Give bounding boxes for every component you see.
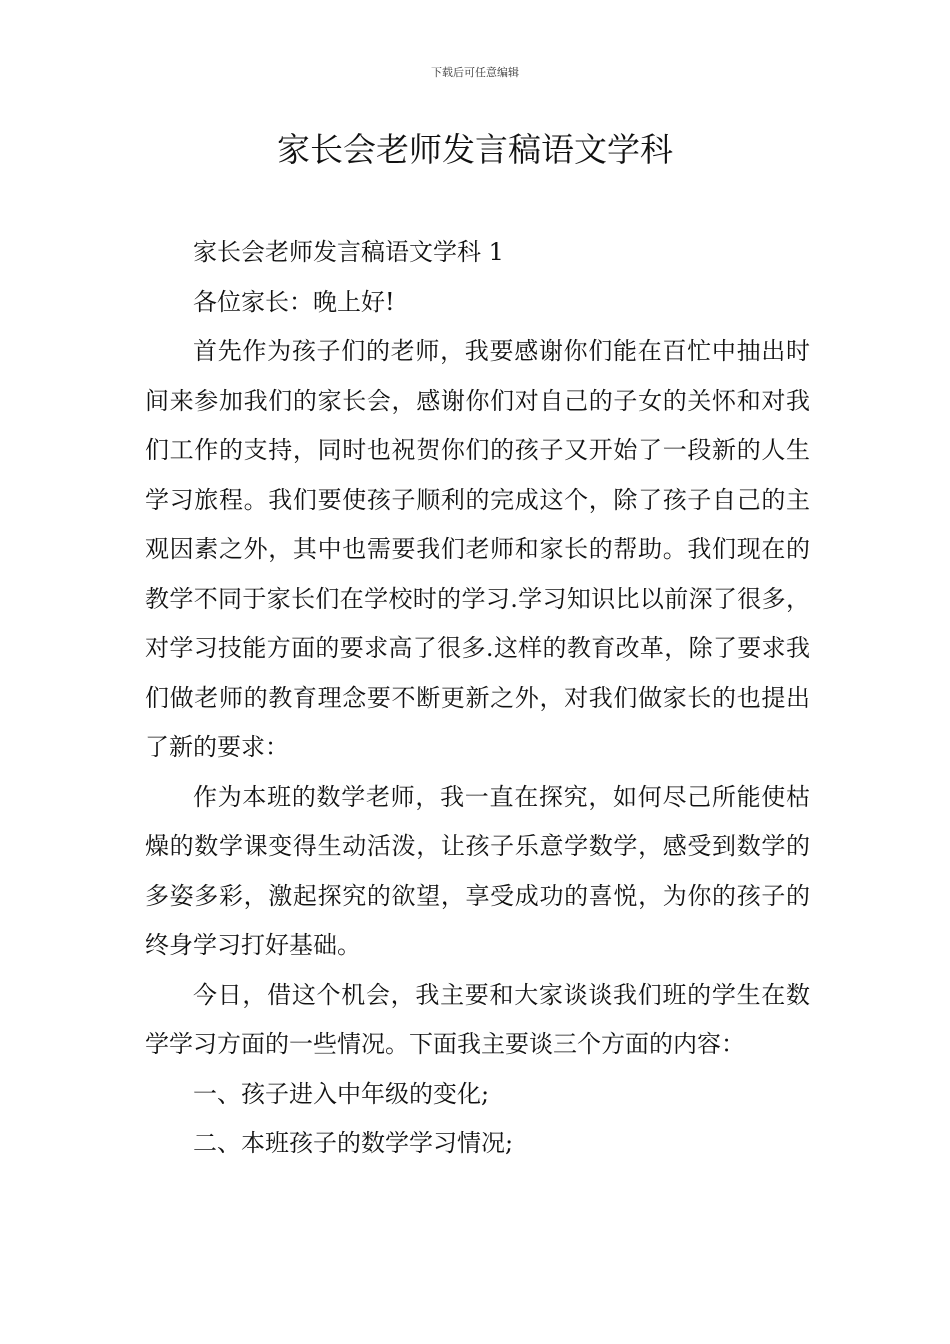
greeting-paragraph: 各位家长：晚上好! [193, 287, 395, 316]
list-item: 二、本班孩子的数学学习情况; [193, 1129, 514, 1157]
body-paragraph: 首先作为孩子们的老师，我要感谢你们能在百忙中抽出时间来参加我们的家长会，感谢你们对自己的子女的关怀和对我们工作的支持，同时也祝贺你们的孩子又开始了一段新的人生学习旅程。我们要使孩子顺利的完成这个，除了孩子自己的主观因素之外，其中也需要我们老师和家长的帮助。我们现在的教学不同于家长们在学校时的学习.学习知识比以前深了很多，对学习技能方面的要求高了很多.这样的教育改革，除了要求我们做老师的教育理念要不断更新之外，对我们做家长的也提出了新的要求： [145, 337, 810, 761]
body-paragraph: 今日，借这个机会，我主要和大家谈谈我们班的学生在数学学习方面的一些情况。下面我主要谈三个方面的内容： [145, 980, 810, 1058]
document-title: 家长会老师发言稿语文学科 [277, 130, 673, 169]
body-paragraph: 作为本班的数学老师，我一直在探究，如何尽己所能使枯燥的数学课变得生动活泼，让孩子乐意学数学，感受到数学的多姿多彩，激起探究的欲望，享受成功的喜悦，为你的孩子的终身学习打好基础。 [145, 782, 810, 959]
page-header-note: 下载后可任意编辑 [431, 66, 519, 79]
list-item: 一、孩子进入中年级的变化; [193, 1079, 490, 1108]
document-body [145, 228, 810, 1169]
section-heading: 家长会老师发言稿语文学科 1 [193, 238, 504, 266]
